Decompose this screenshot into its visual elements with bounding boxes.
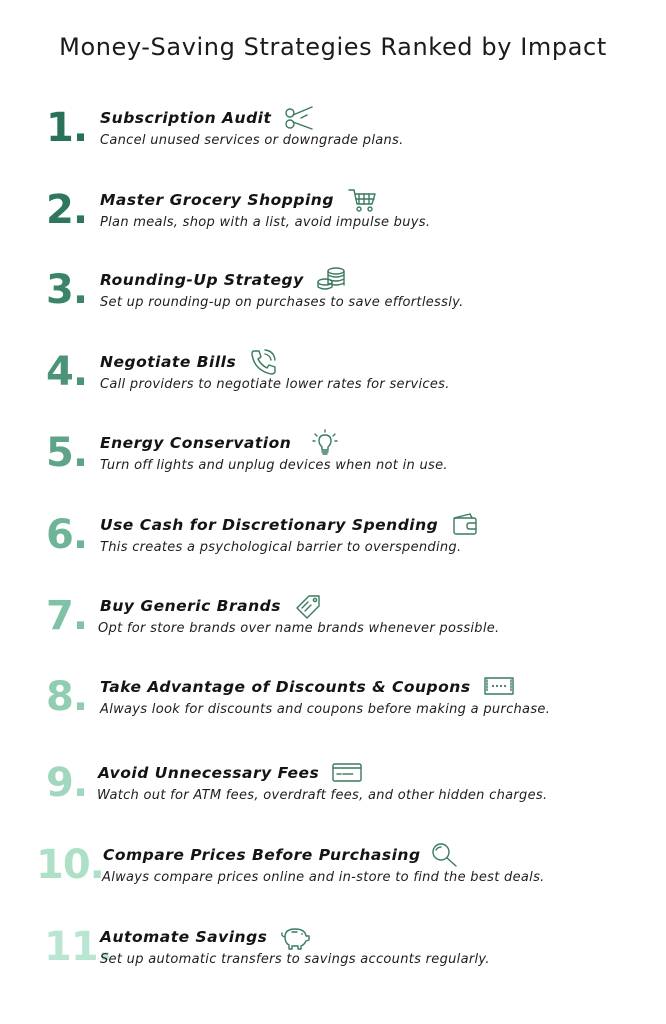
item-description: Always compare prices online and in-store to find the best deals. <box>102 870 545 885</box>
page-title: Money-Saving Strategies Ranked by Impact <box>59 33 607 61</box>
item-heading-row <box>100 105 315 131</box>
item-number: 7. <box>46 593 88 639</box>
item-description: Cancel unused services or downgrade plans. <box>100 133 404 148</box>
item-heading: Subscription Audit <box>100 109 272 127</box>
item-heading: Compare Prices Before Purchasing <box>103 846 421 864</box>
item-number: 5. <box>46 430 88 476</box>
list-item <box>0 512 666 582</box>
item-heading: Rounding-Up Strategy <box>100 271 304 289</box>
list-item <box>0 430 666 500</box>
piggy-bank-icon <box>279 923 311 951</box>
lightbulb-icon <box>309 429 341 457</box>
item-number: 11. <box>44 924 112 970</box>
item-heading-row <box>98 760 363 786</box>
shopping-cart-icon <box>346 186 378 214</box>
item-description: Set up rounding-up on purchases to save effortlessly. <box>100 295 464 310</box>
magnifier-icon <box>429 841 461 869</box>
item-heading-row <box>100 430 341 456</box>
item-heading: Negotiate Bills <box>100 353 237 371</box>
item-number: 8. <box>46 674 88 720</box>
item-description: Always look for discounts and coupons before making a purchase. <box>100 702 551 717</box>
scissors-icon <box>283 104 315 132</box>
item-description: Set up automatic transfers to savings accounts regularly. <box>100 952 490 967</box>
item-heading-row <box>103 842 461 868</box>
phone-icon <box>248 348 280 376</box>
item-number: 1. <box>46 105 88 151</box>
item-number: 9. <box>46 760 88 806</box>
item-number: 6. <box>46 512 88 558</box>
item-heading-row <box>100 924 311 950</box>
list-item <box>0 349 666 419</box>
item-description: Watch out for ATM fees, overdraft fees, and other hidden charges. <box>97 788 548 803</box>
item-heading: Energy Conservation <box>100 434 292 452</box>
coupon-icon <box>483 673 515 701</box>
item-number: 3. <box>46 267 88 313</box>
item-heading: Master Grocery Shopping <box>100 191 334 209</box>
list-item <box>0 674 666 744</box>
item-heading-row <box>100 593 325 619</box>
item-description: This creates a psychological barrier to overspending. <box>100 540 462 555</box>
item-description: Opt for store brands over name brands whenever possible. <box>98 621 500 636</box>
list-item <box>0 105 666 175</box>
list-item <box>0 924 666 994</box>
list-item <box>0 842 666 912</box>
item-heading-row <box>100 674 515 700</box>
item-heading-row <box>100 267 348 293</box>
price-tag-icon <box>293 592 325 620</box>
item-description: Call providers to negotiate lower rates for services. <box>100 377 450 392</box>
list-item <box>0 760 666 830</box>
item-description: Plan meals, shop with a list, avoid impulse buys. <box>100 215 431 230</box>
item-number: 2. <box>46 187 88 233</box>
item-heading: Use Cash for Discretionary Spending <box>100 516 439 534</box>
item-heading-row <box>100 349 280 375</box>
item-heading: Automate Savings <box>100 928 268 946</box>
item-number: 10. <box>36 842 104 888</box>
item-heading-row <box>100 187 378 213</box>
item-heading: Buy Generic Brands <box>100 597 281 615</box>
list-item <box>0 187 666 257</box>
item-number: 4. <box>46 349 88 395</box>
wallet-icon <box>450 511 482 539</box>
list-item <box>0 267 666 337</box>
item-description: Turn off lights and unplug devices when not in use. <box>100 458 448 473</box>
list-item <box>0 593 666 663</box>
credit-card-icon <box>331 759 363 787</box>
coin-stack-icon <box>316 266 348 294</box>
item-heading: Avoid Unnecessary Fees <box>98 764 320 782</box>
item-heading-row <box>100 512 482 538</box>
item-heading: Take Advantage of Discounts & Coupons <box>100 678 471 696</box>
